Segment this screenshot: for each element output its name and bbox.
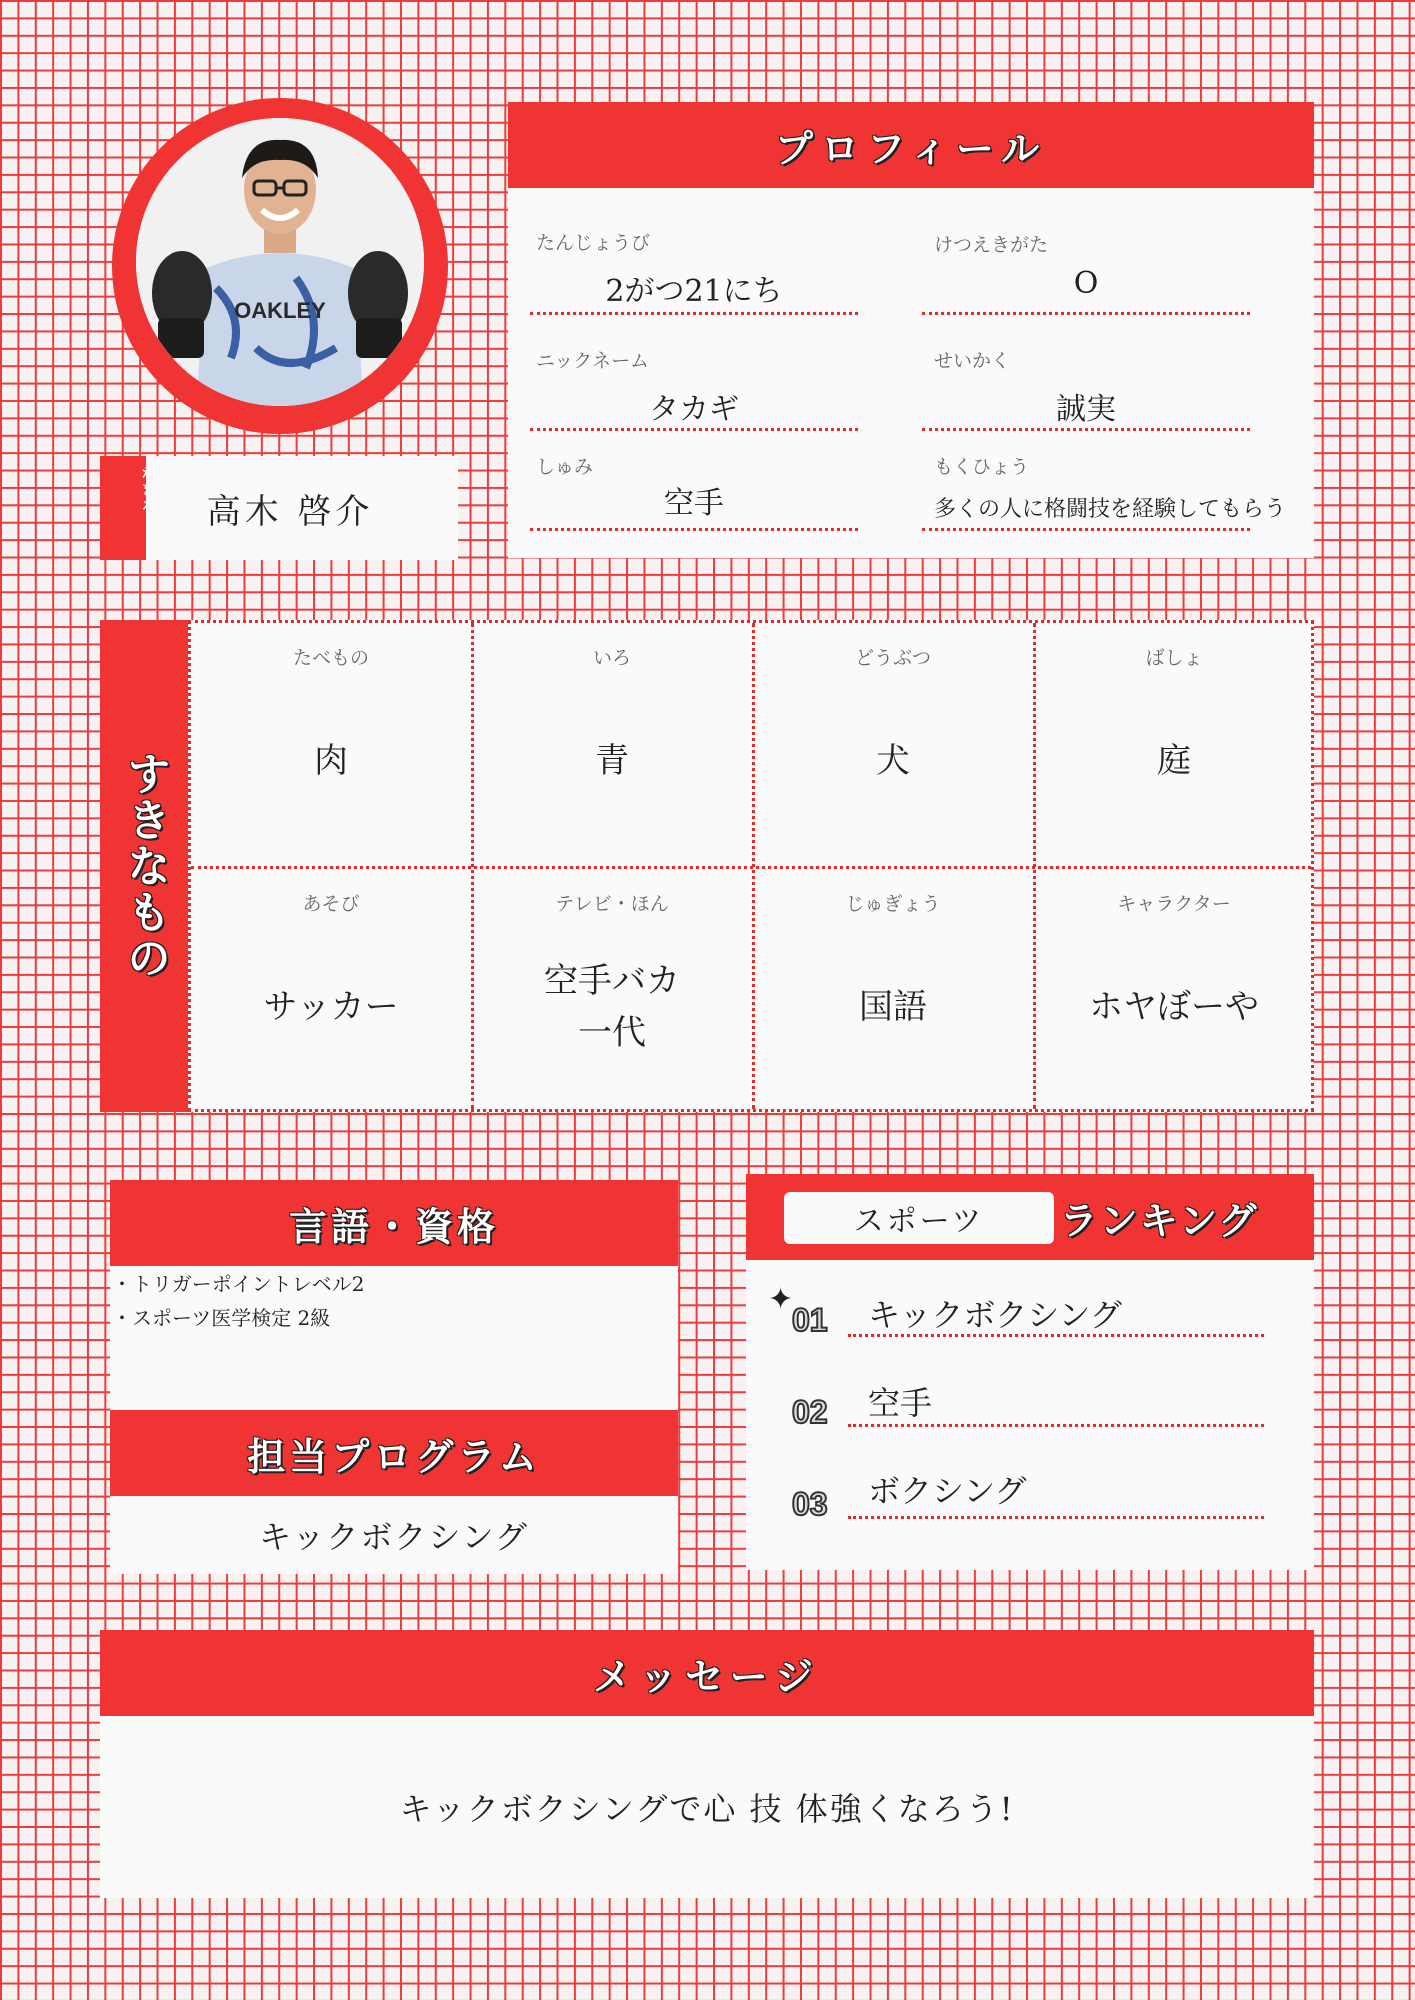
personality-value: 誠実 — [1056, 392, 1116, 427]
favorite-tv-book: テレビ・ほん 空手バカ 一代 — [544, 894, 680, 1053]
favorite-animal: どうぶつ 犬 — [854, 648, 931, 781]
sparkle-icon: ✦ — [768, 1282, 794, 1317]
name-value: 高木 啓介 — [206, 491, 374, 532]
nickname-label: ニックネーム — [536, 351, 650, 372]
ranking-title: ランキング — [1059, 1198, 1259, 1243]
nickname-value: タカギ — [649, 392, 739, 427]
ranking-panel — [746, 1260, 1314, 1570]
personality-label: せいかく — [934, 351, 1011, 372]
blood-type-value: O — [1073, 266, 1099, 301]
rank-number: 03 — [792, 1486, 828, 1522]
birthday-label: たんじょうび — [536, 233, 651, 254]
message-value: キックボクシングで心 技 体強くなろう! — [100, 1716, 1314, 1898]
message-header: メッセージ — [100, 1630, 1314, 1716]
blood-type-label: けつえきがた — [934, 235, 1049, 256]
favorite-play: あそび サッカー — [263, 894, 399, 1027]
favorites-grid — [188, 620, 1314, 1112]
favorite-place: ばしょ 庭 — [1145, 648, 1203, 781]
favorites-title: すきなもの — [119, 751, 170, 981]
ranking-category: スポーツ — [784, 1192, 1054, 1244]
hobby-value: 空手 — [664, 486, 724, 521]
birthday-value: 2がつ21にち — [605, 274, 783, 309]
program-value: キックボクシング — [110, 1496, 678, 1574]
profile-panel — [508, 188, 1314, 558]
favorite-color: いろ 青 — [592, 648, 631, 781]
hobby-label: しゅみ — [536, 457, 594, 478]
profile-photo — [136, 118, 424, 406]
rank-value: 空手 — [868, 1384, 933, 1422]
rank-value: ボクシング — [868, 1472, 1027, 1510]
rank-number: 01 — [792, 1302, 828, 1338]
favorite-food: たべもの 肉 — [292, 648, 369, 781]
rank-value: キックボクシング — [868, 1296, 1122, 1334]
qualifications-panel — [110, 1266, 678, 1410]
favorite-character: キャラクター ホヤぼーや — [1089, 894, 1259, 1027]
program-header: 担当プログラム — [110, 1410, 678, 1496]
favorite-class: じゅぎょう 国語 — [845, 894, 941, 1027]
goal-value: 多くの人に格闘技を経験してもらう — [933, 497, 1286, 522]
qualification-item: ・スポーツ医学検定 2級 — [112, 1306, 331, 1330]
shirt-logo-text: OAKLEY — [234, 298, 326, 323]
qualification-item: ・トリガーポイントレベル2 — [112, 1272, 365, 1296]
qualifications-header: 言語・資格 — [110, 1180, 678, 1266]
profile-header: プロフィール — [508, 102, 1314, 188]
goal-label: もくひょう — [934, 457, 1030, 478]
rank-number: 02 — [792, 1394, 828, 1430]
